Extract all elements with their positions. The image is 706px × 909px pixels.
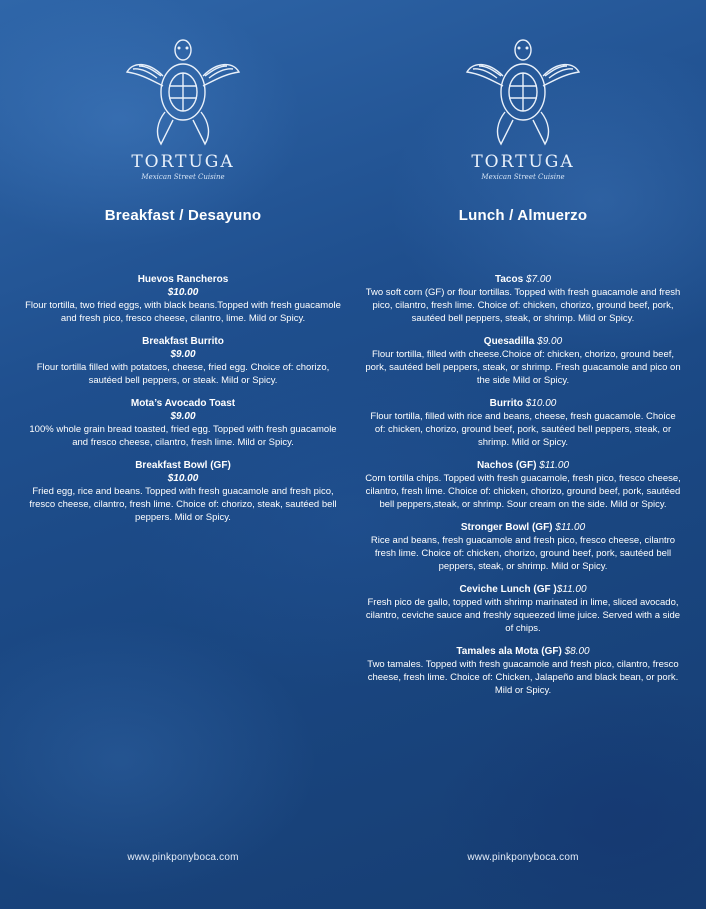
brand-tagline: Mexican Street Cuisine: [141, 173, 225, 181]
item-price: $10.00: [167, 473, 199, 484]
brand-name: TORTUGA: [131, 152, 235, 172]
menu-item: [358, 645, 688, 697]
item-name-line: [358, 645, 688, 658]
item-description: Flour tortilla, filled with rice and beans, cheese, fresh guacamole. Choice of: chicken, chorizo, ground beef, pork, sautéed bell peppers, steak, or shrimp. Mild or Spicy.: [370, 411, 676, 448]
logo-block: [358, 36, 688, 181]
item-price: $11.00: [556, 584, 587, 595]
item-name-line: [358, 459, 688, 472]
item-price: $10.00: [167, 287, 199, 298]
item-price: $10.00: [525, 398, 557, 409]
item-price: $7.00: [525, 274, 551, 285]
item-name-line: [358, 397, 688, 410]
item-name: Quesadilla: [483, 336, 535, 347]
item-description: Corn tortilla chips. Topped with fresh guacamole, fresh pico, fresco cheese, cilantro, fresh lime. Choice of: chicken, chorizo, ground beef, pork, sautéed bell peppers,steak, or shrimp. Sour cream on the side. Mild or Spicy.: [365, 473, 681, 510]
item-name: Tacos: [495, 274, 524, 285]
item-name: Ceviche Lunch (GF ): [459, 584, 557, 595]
item-name: Mota’s Avocado Toast: [130, 398, 236, 409]
breakfast-title: Breakfast / Desayuno: [104, 207, 262, 224]
menu-item: [358, 335, 688, 387]
turtle-logo-icon: [123, 36, 243, 148]
menu-item: [358, 583, 688, 635]
brand-name: TORTUGA: [471, 152, 575, 172]
item-name: Stronger Bowl (GF): [460, 522, 553, 533]
item-description: Fried egg, rice and beans. Topped with fresh guacamole and fresh pico, fresco cheese, cilantro, fresh lime. Choice of: chorizo, steak, sautéed bell peppers. Mild or Spicy.: [29, 486, 337, 523]
item-description: Flour tortilla, two fried eggs, with black beans.Topped with fresh guacamole and fresh pico, fresco cheese, cilantro, lime. Mild or Spicy.: [25, 300, 341, 324]
item-name-line: [358, 521, 688, 534]
item-price: $9.00: [537, 336, 563, 347]
menu-item: [18, 335, 348, 387]
menu-item: [18, 397, 348, 449]
item-name: Breakfast Bowl (GF): [135, 460, 231, 471]
item-description: Rice and beans, fresh guacamole and fresh pico, fresco cheese, cilantro fresh lime. Choice of: chicken, chorizo, ground beef, pork, sautéed bell peppers, steak, or shrimp. Mild or Spicy.: [370, 535, 676, 572]
breakfast-items: [18, 273, 348, 534]
item-price: $8.00: [564, 646, 590, 657]
item-description: Two tamales. Topped with fresh guacamole and fresh pico, cilantro, fresco cheese, fresh lime. Choice of: Chicken, Jalapeño and black bean, or pork. Mild or Spicy.: [367, 659, 679, 696]
item-name: Nachos (GF): [476, 460, 537, 471]
item-price: $9.00: [170, 411, 196, 422]
item-name: Burrito: [489, 398, 523, 409]
menu-item: [358, 397, 688, 449]
item-description: Flour tortilla, filled with cheese.Choice of: chicken, chorizo, ground beef, pork, sautéed bell peppers, steak, or shrimp. Fresh guacamole and pico on the side Mild or Spicy.: [365, 349, 681, 386]
item-description: 100% whole grain bread toasted, fried egg. Topped with fresh guacamole and fresco cheese, cilantro, fresh lime. Mild or Spicy.: [29, 424, 337, 448]
item-name: Tamales ala Mota (GF): [456, 646, 562, 657]
item-price: $9.00: [170, 349, 196, 360]
website-link[interactable]: www.pinkponyboca.com: [127, 852, 239, 863]
item-price: $11.00: [555, 522, 586, 533]
item-description: Fresh pico de gallo, topped with shrimp marinated in lime, sliced avocado, cilantro, ceviche sauce and freshly squeezed lime juice. Served with a side of chips.: [365, 597, 681, 634]
menu-item: [358, 273, 688, 325]
menu-item: [358, 459, 688, 511]
menu-item: [18, 459, 348, 524]
menu-item: [18, 273, 348, 325]
lunch-title: Lunch / Almuerzo: [458, 207, 588, 224]
logo-block: [18, 36, 348, 181]
item-description: Flour tortilla filled with potatoes, cheese, fried egg. Choice of: chorizo, sautéed bell peppers, or steak. Mild or Spicy.: [36, 362, 330, 386]
item-price: $11.00: [539, 460, 570, 471]
item-name: Huevos Rancheros: [137, 274, 229, 285]
turtle-logo-icon: [463, 36, 583, 148]
item-name: Breakfast Burrito: [142, 336, 224, 347]
item-name-line: [358, 335, 688, 348]
item-description: Two soft corn (GF) or flour tortillas. Topped with fresh guacamole and fresh pico, cilantro, fresh lime. Choice of: chicken, chorizo, ground beef, pork, sautéed bell peppers, steak, or shrimp. Mild or Spicy.: [365, 287, 681, 324]
website-link[interactable]: www.pinkponyboca.com: [467, 852, 579, 863]
item-name-line: [358, 273, 688, 286]
brand-tagline: Mexican Street Cuisine: [481, 173, 565, 181]
lunch-items: [358, 273, 688, 707]
item-name-line: [358, 583, 688, 596]
menu-item: [358, 521, 688, 573]
